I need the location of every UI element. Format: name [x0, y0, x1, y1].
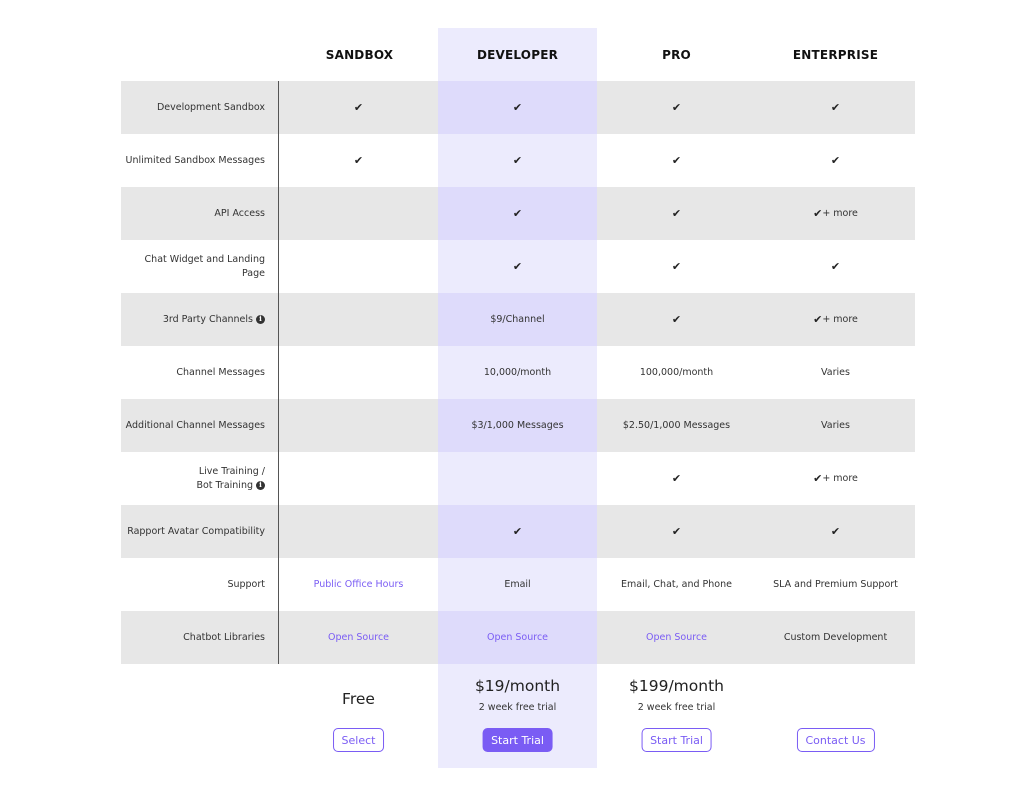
table-row — [121, 134, 915, 187]
table-row — [121, 452, 915, 505]
plan-header-enterprise: ENTERPRISE — [792, 47, 879, 62]
cell-developer — [438, 240, 597, 293]
feature-label-line: Channel Messages — [176, 366, 265, 378]
cell-text: + more — [822, 473, 858, 484]
info-icon[interactable]: i — [256, 315, 265, 324]
cell-text: Email — [504, 579, 531, 590]
check-icon: ✔ — [830, 101, 841, 114]
feature-label-text — [183, 631, 265, 645]
cell-developer — [438, 293, 597, 346]
check-icon: ✔ — [830, 154, 841, 167]
cell-developer — [438, 399, 597, 452]
feature-label-text — [196, 465, 265, 493]
cell-enterprise — [756, 346, 915, 399]
check-icon: ✔ — [512, 207, 523, 220]
feature-label — [121, 240, 279, 293]
cell-text: $9/Channel — [490, 314, 545, 325]
cell-sandbox — [279, 293, 438, 346]
check-icon: ✔ — [671, 260, 682, 273]
cell-enterprise — [756, 240, 915, 293]
plan-header-row — [0, 28, 1024, 81]
feature-label — [121, 134, 279, 187]
cell-text: Varies — [821, 420, 850, 431]
plan-footer-enterprise — [756, 664, 915, 768]
feature-label-line: Rapport Avatar Compatibility — [127, 525, 265, 537]
feature-label-line: Bot Training — [196, 479, 253, 491]
cell-enterprise — [756, 399, 915, 452]
feature-label-text — [157, 101, 265, 115]
plan-footer-developer — [438, 664, 597, 768]
table-row — [121, 293, 915, 346]
cell-link[interactable]: Open Source — [486, 632, 549, 643]
cell-enterprise — [756, 558, 915, 611]
plan-header-pro: PRO — [662, 47, 691, 62]
pricing-footer — [0, 664, 1024, 768]
plan-header-sandbox: SANDBOX — [325, 47, 394, 62]
cell-link[interactable]: Open Source — [327, 632, 390, 643]
cell-pro — [597, 293, 756, 346]
cell-sandbox — [279, 134, 438, 187]
cell-text: $2.50/1,000 Messages — [622, 420, 731, 431]
check-icon: ✔ — [512, 525, 523, 538]
plan-footer-pro — [597, 664, 756, 768]
start-trial-button[interactable]: Start Trial — [482, 728, 553, 752]
feature-label-line: API Access — [214, 207, 265, 219]
cell-pro — [597, 452, 756, 505]
table-row — [121, 81, 915, 134]
contact-us-button[interactable]: Contact Us — [796, 728, 874, 752]
feature-label-line: Support — [227, 578, 265, 590]
cell-pro — [597, 399, 756, 452]
feature-label — [121, 505, 279, 558]
cell-sandbox — [279, 558, 438, 611]
check-icon: ✔ — [671, 472, 682, 485]
check-icon: ✔ — [512, 154, 523, 167]
feature-label — [121, 293, 279, 346]
cell-pro — [597, 505, 756, 558]
cell-developer — [438, 81, 597, 134]
feature-label-text — [126, 154, 265, 168]
cell-sandbox — [279, 240, 438, 293]
select-button[interactable]: Select — [333, 728, 385, 752]
cell-text: SLA and Premium Support — [773, 579, 898, 590]
check-icon: ✔ — [512, 101, 523, 114]
feature-label-text — [126, 419, 265, 433]
cell-pro — [597, 134, 756, 187]
cell-link[interactable]: Open Source — [645, 632, 708, 643]
cell-sandbox — [279, 611, 438, 664]
cell-sandbox — [279, 452, 438, 505]
plan-footer-sandbox — [279, 664, 438, 768]
cell-text: Varies — [821, 367, 850, 378]
cell-enterprise — [756, 452, 915, 505]
feature-label-line: Additional Channel Messages — [125, 419, 265, 431]
cell-enterprise — [756, 81, 915, 134]
feature-label-text — [127, 525, 265, 539]
feature-label — [121, 558, 279, 611]
feature-label-line: Unlimited Sandbox Messages — [125, 154, 265, 166]
cell-text: 100,000/month — [639, 367, 714, 378]
feature-label-line: Development Sandbox — [156, 101, 265, 113]
cell-sandbox — [279, 505, 438, 558]
check-icon: ✔ — [813, 207, 823, 220]
cell-text: $3/1,000 Messages — [471, 420, 564, 431]
start-trial-button[interactable]: Start Trial — [641, 728, 712, 752]
cell-pro — [597, 81, 756, 134]
feature-label-text — [121, 253, 265, 281]
cell-enterprise — [756, 134, 915, 187]
feature-label — [121, 452, 279, 505]
cell-text: + more — [822, 314, 858, 325]
cell-developer — [438, 558, 597, 611]
cell-text: Custom Development — [783, 632, 888, 643]
feature-label-line: Chat Widget and Landing Page — [144, 253, 265, 279]
cell-developer — [438, 187, 597, 240]
info-icon[interactable]: i — [256, 481, 265, 490]
plan-price: Free — [342, 690, 375, 708]
cell-link[interactable]: Public Office Hours — [313, 579, 404, 590]
check-icon: ✔ — [671, 525, 682, 538]
cell-sandbox — [279, 81, 438, 134]
table-row — [121, 240, 915, 293]
feature-label — [121, 399, 279, 452]
check-icon: ✔ — [830, 260, 841, 273]
cell-pro — [597, 611, 756, 664]
table-row — [121, 611, 915, 664]
feature-label — [121, 81, 279, 134]
cell-pro — [597, 240, 756, 293]
cell-text: Email, Chat, and Phone — [621, 579, 732, 590]
check-icon: ✔ — [512, 260, 523, 273]
cell-pro — [597, 346, 756, 399]
check-icon: ✔ — [671, 313, 682, 326]
check-icon: ✔ — [813, 313, 823, 326]
plan-price: $19/month — [474, 677, 561, 695]
table-row — [121, 346, 915, 399]
feature-label-line: Live Training / — [198, 465, 265, 477]
plan-header-developer: DEVELOPER — [476, 47, 559, 62]
check-icon: ✔ — [671, 207, 682, 220]
cell-enterprise — [756, 187, 915, 240]
cell-text: + more — [822, 208, 858, 219]
cell-enterprise — [756, 293, 915, 346]
plan-price: $199/month — [629, 677, 724, 695]
feature-label-text — [176, 366, 265, 380]
feature-label-text — [163, 313, 265, 327]
table-row — [121, 399, 915, 452]
table-row — [121, 505, 915, 558]
cell-text: 10,000/month — [483, 367, 552, 378]
cell-sandbox — [279, 399, 438, 452]
feature-label-text — [214, 207, 265, 221]
feature-label-line: 3rd Party Channels — [162, 313, 253, 325]
check-icon: ✔ — [813, 472, 823, 485]
feature-label — [121, 187, 279, 240]
check-icon: ✔ — [353, 101, 364, 114]
check-icon: ✔ — [671, 101, 682, 114]
trial-note: 2 week free trial — [478, 702, 557, 713]
feature-label-text — [227, 578, 265, 592]
cell-enterprise — [756, 505, 915, 558]
check-icon: ✔ — [353, 154, 364, 167]
cell-sandbox — [279, 187, 438, 240]
table-row — [121, 558, 915, 611]
cell-enterprise — [756, 611, 915, 664]
cell-developer — [438, 505, 597, 558]
cell-developer — [438, 452, 597, 505]
table-row — [121, 187, 915, 240]
check-icon: ✔ — [671, 154, 682, 167]
feature-label — [121, 611, 279, 664]
cell-developer — [438, 346, 597, 399]
cell-pro — [597, 187, 756, 240]
trial-note: 2 week free trial — [637, 702, 716, 713]
cell-developer — [438, 611, 597, 664]
feature-label-line: Chatbot Libraries — [183, 631, 265, 643]
check-icon: ✔ — [830, 525, 841, 538]
cell-developer — [438, 134, 597, 187]
cell-pro — [597, 558, 756, 611]
feature-label — [121, 346, 279, 399]
cell-sandbox — [279, 346, 438, 399]
